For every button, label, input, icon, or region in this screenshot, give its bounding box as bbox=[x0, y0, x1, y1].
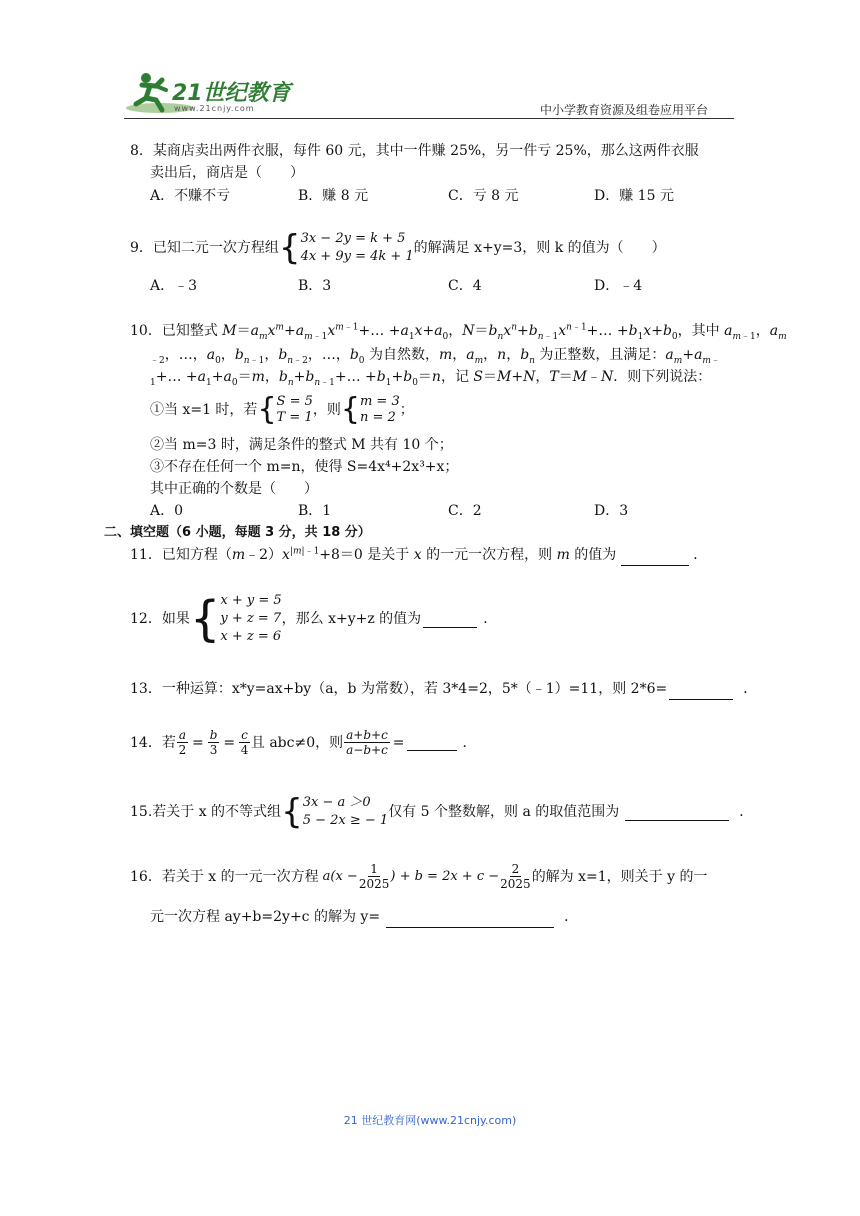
left-brace-icon: { bbox=[281, 792, 303, 832]
q12-eq1: x + y = 5 bbox=[220, 593, 282, 608]
q13-stem bbox=[130, 678, 757, 700]
q12-stem bbox=[130, 592, 497, 646]
q16-suffix: 的解为 x=1，则关于 y 的一 bbox=[531, 868, 708, 885]
q9-eq2: 4x + 9y = 4k + 1 bbox=[300, 249, 414, 264]
q8-line2: 卖出后，商店是（ ） bbox=[150, 165, 304, 181]
q15-end: ． bbox=[739, 804, 754, 820]
q8-option-b: B．赚 8 元 bbox=[298, 188, 369, 204]
platform-name: 中小学教育资源及组卷应用平台 bbox=[540, 103, 709, 117]
left-brace-icon: { bbox=[189, 591, 221, 647]
q13-text: 13．一种运算：x*y=ax+by（a，b 为常数），若 3*4=2，5*（﹣1）=11，则 2*6= bbox=[130, 681, 668, 697]
q15-prefix: 15.若关于 x 的不等式组 bbox=[130, 804, 282, 820]
q9-prefix: 9．已知二元一次方程组 bbox=[130, 240, 279, 256]
q8-option-a: A．不赚不亏 bbox=[150, 188, 231, 204]
q16-line2 bbox=[150, 906, 578, 928]
q10-option-c: C．2 bbox=[448, 503, 482, 519]
q9-stem bbox=[130, 230, 666, 266]
q10-s1-res2: n = 2 bbox=[359, 410, 396, 425]
q14-answer-blank[interactable] bbox=[407, 734, 457, 751]
q11-stem: 11．已知方程$(m﹣2)x^{|m|﹣1}+8=0$ 是关于 x 的一元一次方程，则 m 的值为 ． bbox=[130, 544, 707, 566]
q14-prefix: 14．若 bbox=[130, 734, 176, 751]
q9-option-a: A．﹣3 bbox=[150, 278, 198, 294]
section-title: 二、填空题（6 小题，每题 3 分，共 18 分） bbox=[104, 525, 371, 540]
q15-suffix: 仅有 5 个整数解，则 a 的取值范围为 bbox=[388, 804, 620, 820]
q14-mid: 且 abc≠0，则 bbox=[250, 734, 344, 751]
left-brace-icon: { bbox=[278, 228, 301, 268]
q8-option-c: C．亏 8 元 bbox=[448, 188, 519, 204]
footer-text: 21 世纪教育网(www.21cnjy.com) bbox=[343, 1114, 517, 1127]
q10-s1-system bbox=[277, 394, 313, 426]
q10-s1-eq2: T = 1 bbox=[276, 410, 313, 425]
q16-equation-left: a(x − $\frac{1}{2025}$ ) + b = 2x + c − $\frac{2}{2025}$ bbox=[322, 862, 531, 891]
q12-system bbox=[220, 592, 281, 646]
q12-prefix: 12．如果 bbox=[130, 611, 190, 627]
q10-line1: 10．已知整式 $M=a_mx^m+a_{m﹣1}x^{m﹣1}+\dots +a_1x+a_0$，$N=b_nx^n+b_{n﹣1}x^{n﹣1}+\dots +b_1x+b_0$，其中 $a_{m﹣1}$，$a_m$ bbox=[130, 322, 787, 342]
q10-s1-eq1: S = 5 bbox=[276, 394, 313, 409]
q16-line1 bbox=[130, 862, 707, 891]
q11-answer-blank[interactable] bbox=[621, 549, 689, 566]
q10-option-b: B．1 bbox=[298, 503, 332, 519]
q9-option-d: D．﹣4 bbox=[594, 278, 643, 294]
q10-s1-mid: ，则 bbox=[312, 402, 341, 418]
q12-eq3: x + z = 6 bbox=[220, 629, 282, 644]
q16-line2-text: 元一次方程 ay+b=2y+c 的解为 y= bbox=[150, 909, 381, 925]
fraction-expression: $\frac{a+b+c}{a-b+c}$ bbox=[346, 728, 388, 757]
q10-s1-end: ； bbox=[399, 402, 414, 418]
left-brace-icon: { bbox=[340, 392, 360, 427]
q14-end: ． bbox=[462, 734, 477, 751]
header-logo bbox=[122, 70, 292, 120]
q15-system bbox=[303, 794, 388, 830]
q10-option-d: D．3 bbox=[594, 503, 629, 519]
header-rule bbox=[124, 118, 734, 119]
q12-answer-blank[interactable] bbox=[423, 611, 477, 628]
q13-answer-blank[interactable] bbox=[669, 683, 733, 700]
q16-prefix: 16．若关于 x 的一元一次方程 bbox=[130, 868, 319, 885]
fraction-c-4: $\frac{c}{4}$ bbox=[240, 728, 249, 757]
fraction-2-2025: $\frac{2}{2025}$ bbox=[500, 862, 531, 891]
q12-suffix: ，那么 x+y+z 的值为 bbox=[281, 611, 422, 627]
q8-option-d: D．赚 15 元 bbox=[594, 188, 674, 204]
q15-stem bbox=[130, 794, 753, 830]
logo-text: 21世纪教育 bbox=[172, 81, 291, 106]
q12-eq2: y + z = 7 bbox=[220, 611, 282, 626]
left-brace-icon: { bbox=[257, 392, 277, 427]
q10-s1-res1: m = 3 bbox=[359, 394, 400, 409]
logo-url: www.21cnjy.com bbox=[174, 104, 255, 113]
q13-end: ． bbox=[743, 681, 758, 697]
q10-s1-text: ①当 x=1 时，若 bbox=[150, 402, 258, 418]
q8-line1: 8．某商店卖出两件衣服，每件 60 元，其中一件赚 25%，另一件亏 25%，那么这两件衣服 bbox=[130, 143, 699, 159]
fraction-b-3: $\frac{b}{3}$ bbox=[209, 728, 218, 757]
q16-end: ． bbox=[564, 909, 579, 925]
q9-option-c: C．4 bbox=[448, 278, 482, 294]
q10-statement-3: ③不存在任何一个 m=n，使得 S=4x⁴+2x³+x； bbox=[150, 459, 459, 475]
q10-statement-2: ②当 m=3 时，满足条件的整式 M 共有 10 个； bbox=[150, 437, 453, 453]
q15-eq2: 5 − 2x ≥ − 1 bbox=[302, 813, 389, 828]
q10-line2: $_{﹣2}$，…，$a_0$，$b_{n﹣1}$，$b_{n﹣2}$，…，$b_0$ 为自然数，m，$a_m$，n，$b_n$ 为正整数，且满足：$a_m+a_{m﹣}$ bbox=[150, 347, 720, 366]
q9-eq1: 3x − 2y = k + 5 bbox=[300, 231, 406, 246]
q10-ask: 其中正确的个数是（ ） bbox=[150, 481, 318, 497]
q16-answer-blank[interactable] bbox=[386, 911, 554, 928]
q15-answer-blank[interactable] bbox=[625, 804, 729, 821]
q10-option-a: A．0 bbox=[150, 503, 184, 519]
fraction-a-2: $\frac{a}{2}$ bbox=[178, 728, 187, 757]
q15-eq1: 3x − a ＞0 bbox=[302, 795, 371, 810]
q14-stem: 14．若 $\frac{a}{2}$ = $\frac{b}{3}$ = $\frac{c}{4}$ 且 abc≠0，则 $\frac{a+b+c}{a-b+c}$ = ． bbox=[130, 728, 477, 757]
q10-statement-1 bbox=[150, 394, 414, 426]
fraction-1-2025: $\frac{1}{2025}$ bbox=[358, 862, 390, 891]
q10-line3: $_1$+… $+a_1+a_0=m$，$b_n+b_{n﹣1}+\dots +b_1+b_0=n$，记 S＝M+N，T＝M﹣N．则下列说法： bbox=[150, 369, 712, 388]
q12-end: ． bbox=[483, 611, 498, 627]
q10-s1-result bbox=[360, 394, 400, 426]
q9-suffix: 的解满足 x+y=3，则 k 的值为（ ） bbox=[413, 240, 666, 256]
q9-option-b: B．3 bbox=[298, 278, 332, 294]
q9-system bbox=[301, 230, 414, 266]
